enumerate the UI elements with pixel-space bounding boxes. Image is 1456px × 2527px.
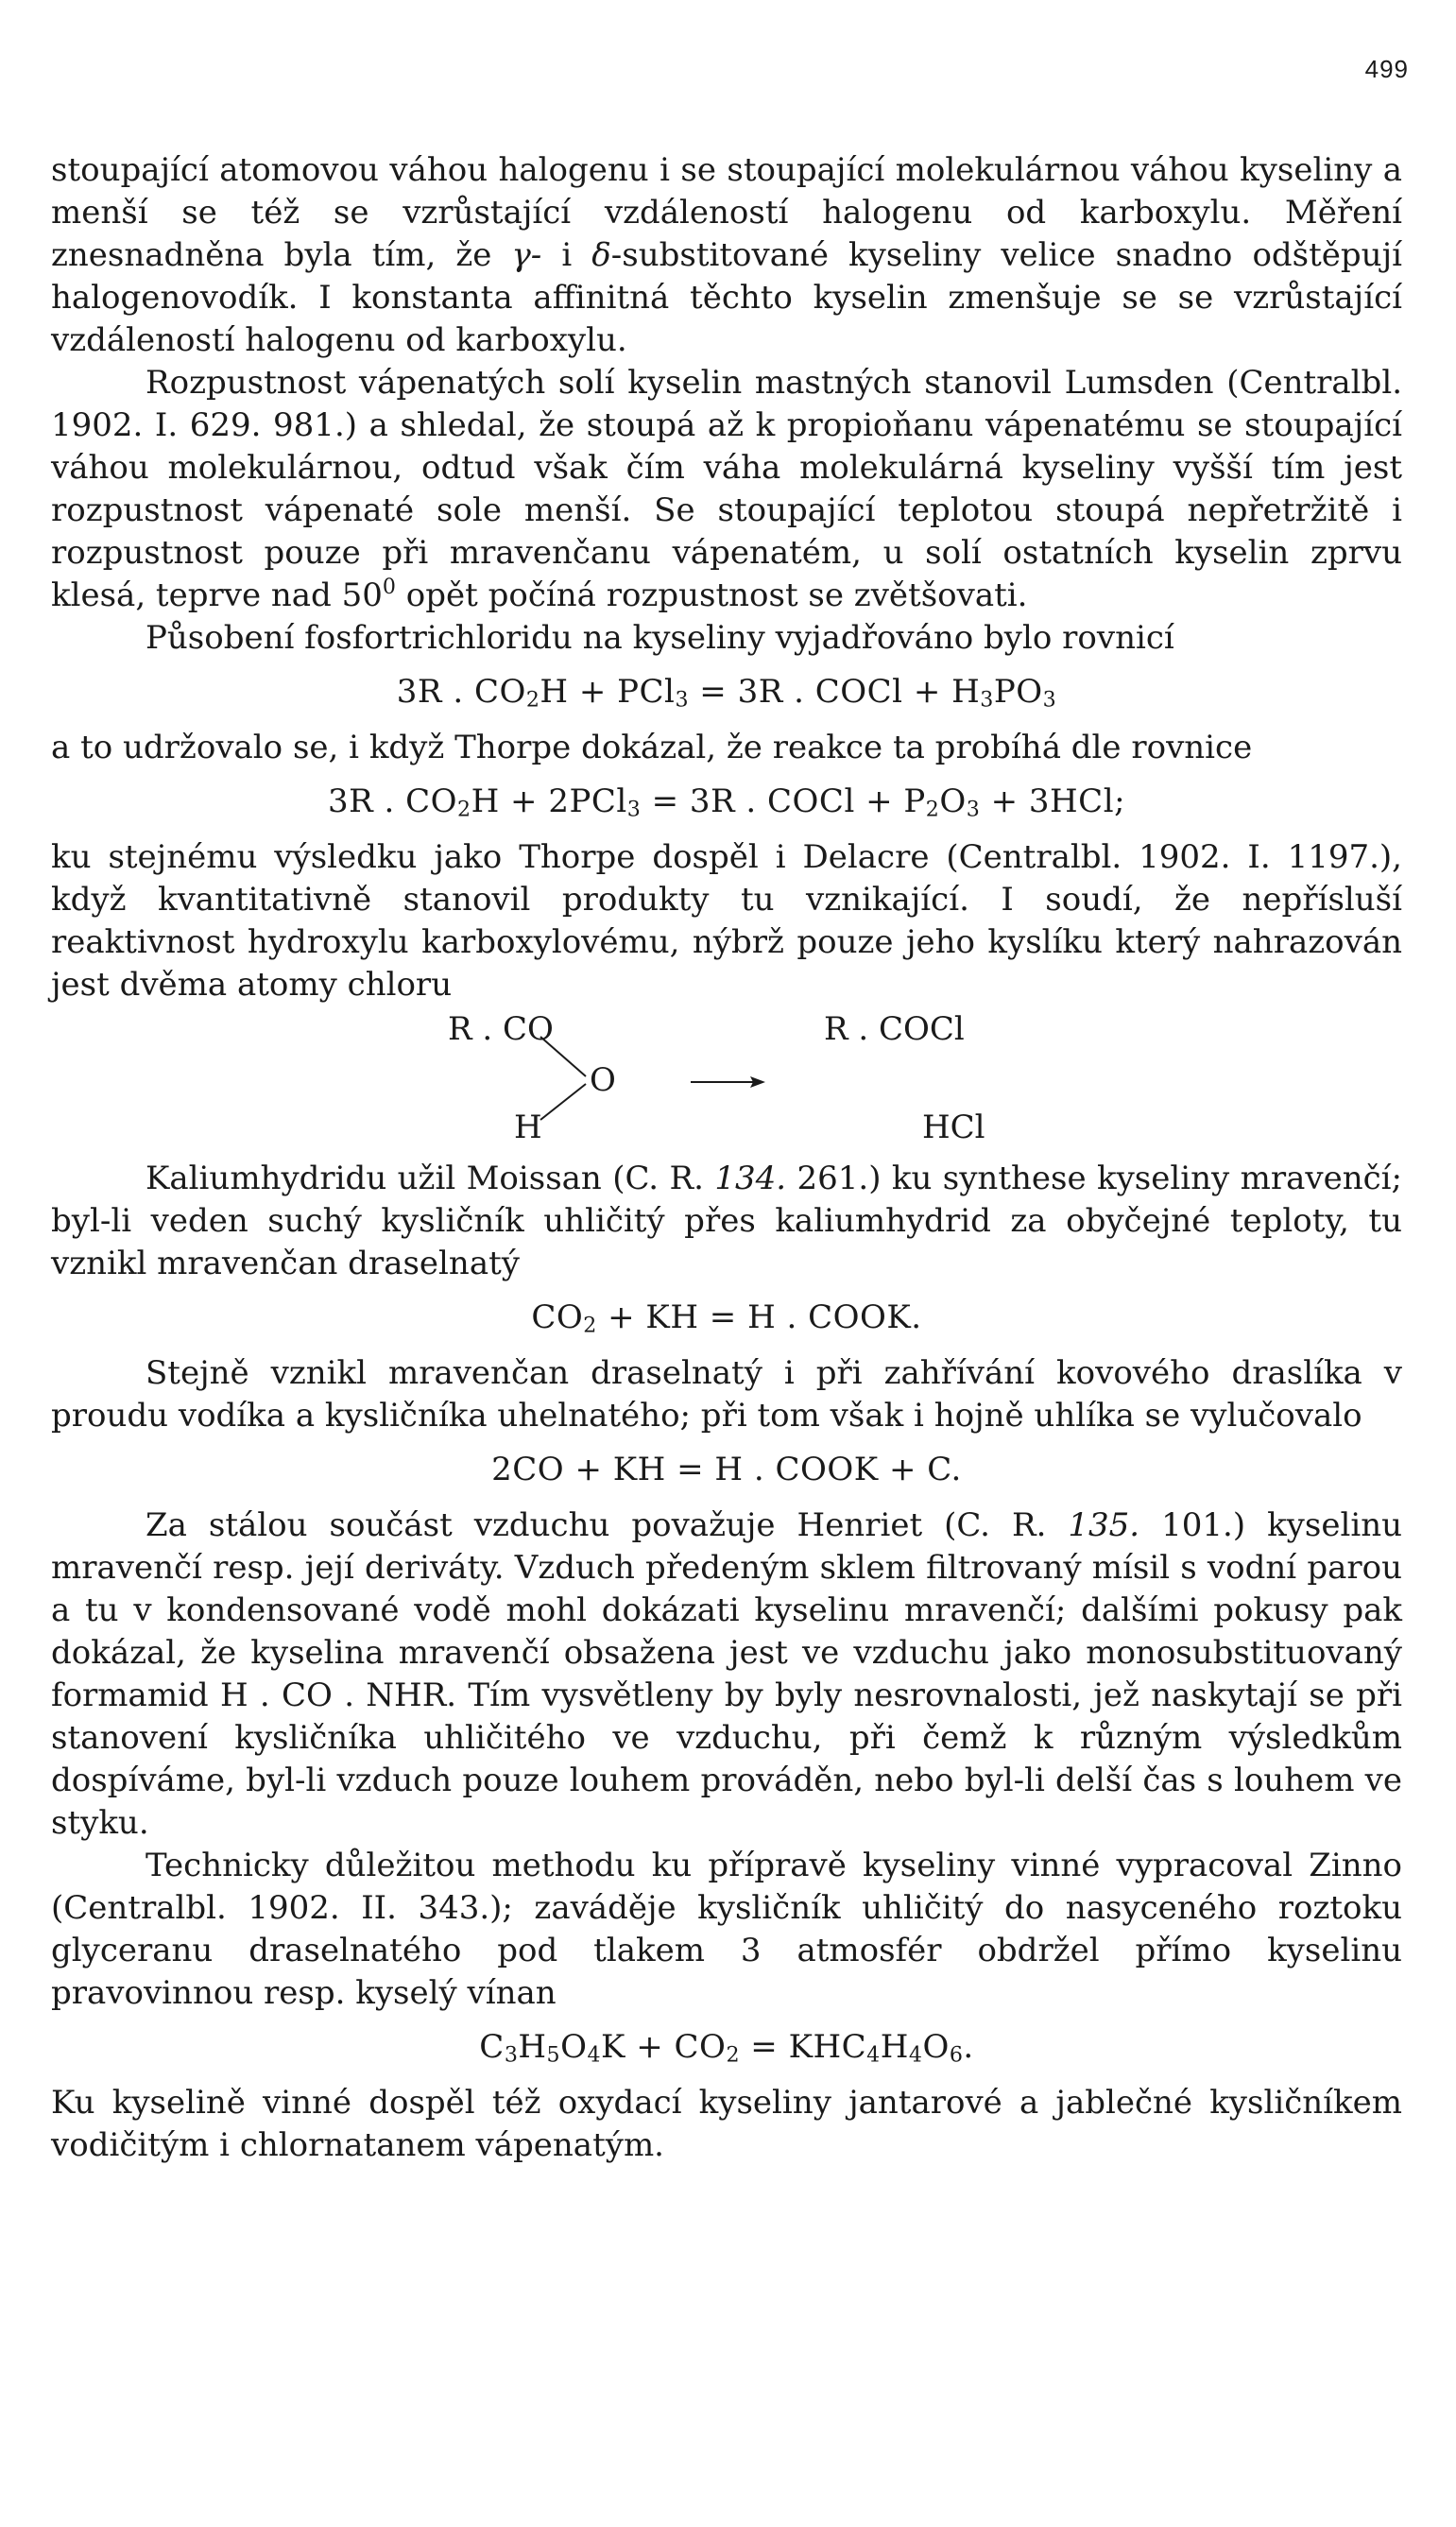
reactant-oxygen: O (590, 1061, 616, 1099)
equation-4: 2CO + KH = H . COOK + C. (491, 1451, 962, 1488)
paragraph-2: Rozpustnost vápenatých solí kyselin mastných stanovil Lumsden (Centralbl. 1902. I. 629. 981.) a shledal, že stoupá až k propioňanu vápenatému se stoupající váhou molekulárnou, odtud však čím váha molekulárná kyseliny vyšší tím jest rozpustnost vápenaté sole menší. Se stoupající teplotou stoupá nepřetržitě i rozpustnost pouze při mravenčanu vápenatém, u solí ostatních kyselin zprvu klesá, teprve nad $50^0$ opět počíná rozpustnost se zvětšovati. (51, 364, 1402, 614)
paragraph-5: ku stejnému výsledku jako Thorpe dospěl i Delacre (Centralbl. 1902. I. 1197.), když kvantitativně stanovil produkty tu vznikající. I soudí, že nepřísluší reaktivnost hydroxylu karboxylovému, nýbrž pouze jeho kyslíku který nahrazován jest dvěma atomy chloru (51, 838, 1402, 1004)
reactant-hydrogen: H (514, 1109, 542, 1146)
paragraph-3: Působení fosfortrichloridu na kyseliny vyjadřováno bylo rovnicí (146, 619, 1174, 657)
bond-line-lower (540, 1084, 586, 1120)
equation-1: 3R . $CO_2H + PCl_3 = 3R$ . COCl + $H_3PO_3$ (396, 673, 1057, 713)
equation-3: $CO_2$ + KH = H . COOK. (531, 1298, 922, 1338)
page-number: 499 (1364, 55, 1409, 83)
reactant-rco: R . CO (448, 1010, 554, 1048)
reaction-scheme (51, 1008, 1402, 1150)
paragraph-7: Stejně vznikl mravenčan draselnatý i při zahřívání kovového draslíka v proudu vodíka a kysličníka uhelnatého; při tom však i hojně uhlíka se vylučovalo (51, 1354, 1402, 1435)
equation-5: $C_3H_5O_4K + CO_2 = KHC_4H_4O_6$. (479, 2028, 974, 2068)
body-text (51, 149, 1402, 2167)
reaction-scheme-lines (51, 1008, 1402, 1150)
paragraph-9: Technicky důležitou methodu ku přípravě kyseliny vinné vypracoval Zinno (Centralbl. 1902. II. 343.); zaváděje kysličník uhličitý do nasyceného roztoku glyceranu draselnatého pod tlakem 3 atmosfér obdržel přímo kyselinu pravovinnou resp. kyselý vínan (51, 1847, 1402, 2012)
equation-2: 3R . $CO_2H + 2PCl_3 = 3R$ . COCl + $P_2O_3 + 3HCl$; (327, 782, 1126, 822)
paragraph-8: Za stálou součást vzduchu považuje Henriet (C. R. 135. 101.) kyselinu mravenčí resp. její deriváty. Vzduch předeným sklem filtrovaný mísil s vodní parou a tu v kondensované vodě mohl dokázati kyselinu mravenčí; dalšími pokusy pak dokázal, že kyselina mravenčí obsažena jest ve vzduchu jako monosubstituovaný formamid H . CO . NHR. Tím vysvětleny by byly nesrovnalosti, jež naskytají se při stanovení kysličníka uhličitého ve vzduchu, při čemž k různým výsledkům dospíváme, byl-li vzduch pouze louhem prováděn, nebo byl-li delší čas s louhem ve styku. (51, 1506, 1402, 1842)
paragraph-4: a to udržovalo se, i když Thorpe dokázal, že reakce ta probíhá dle rovnice (51, 729, 1253, 766)
paragraph-10: Ku kyselině vinné dospěl též oxydací kyseliny jantarové a jablečné kysličníkem vodičitým i chlornatanem vápenatým. (51, 2084, 1402, 2164)
paragraph-1: stoupající atomovou váhou halogenu i se stoupající molekulárnou váhou kyseliny a menší se též se vzrůstající vzdáleností halogenu od karboxylu. Měření znesnadněna byla tím, že γ- i δ-substitované kyseliny velice snadno odštěpují halogenovodík. I konstanta affinitná těchto kyselin zmenšuje se se vzrůstající vzdáleností halogenu od karboxylu. (51, 151, 1402, 359)
product-hcl: HCl (922, 1109, 985, 1146)
product-rcocl: R . COCl (824, 1010, 965, 1048)
paragraph-6: Kaliumhydridu užil Moissan (C. R. 134. 261.) ku synthese kyseliny mravenčí; byl-li veden suchý kysličník uhličitý přes kaliumhydrid za obyčejné teploty, tu vznikl mravenčan draselnatý (51, 1160, 1403, 1282)
